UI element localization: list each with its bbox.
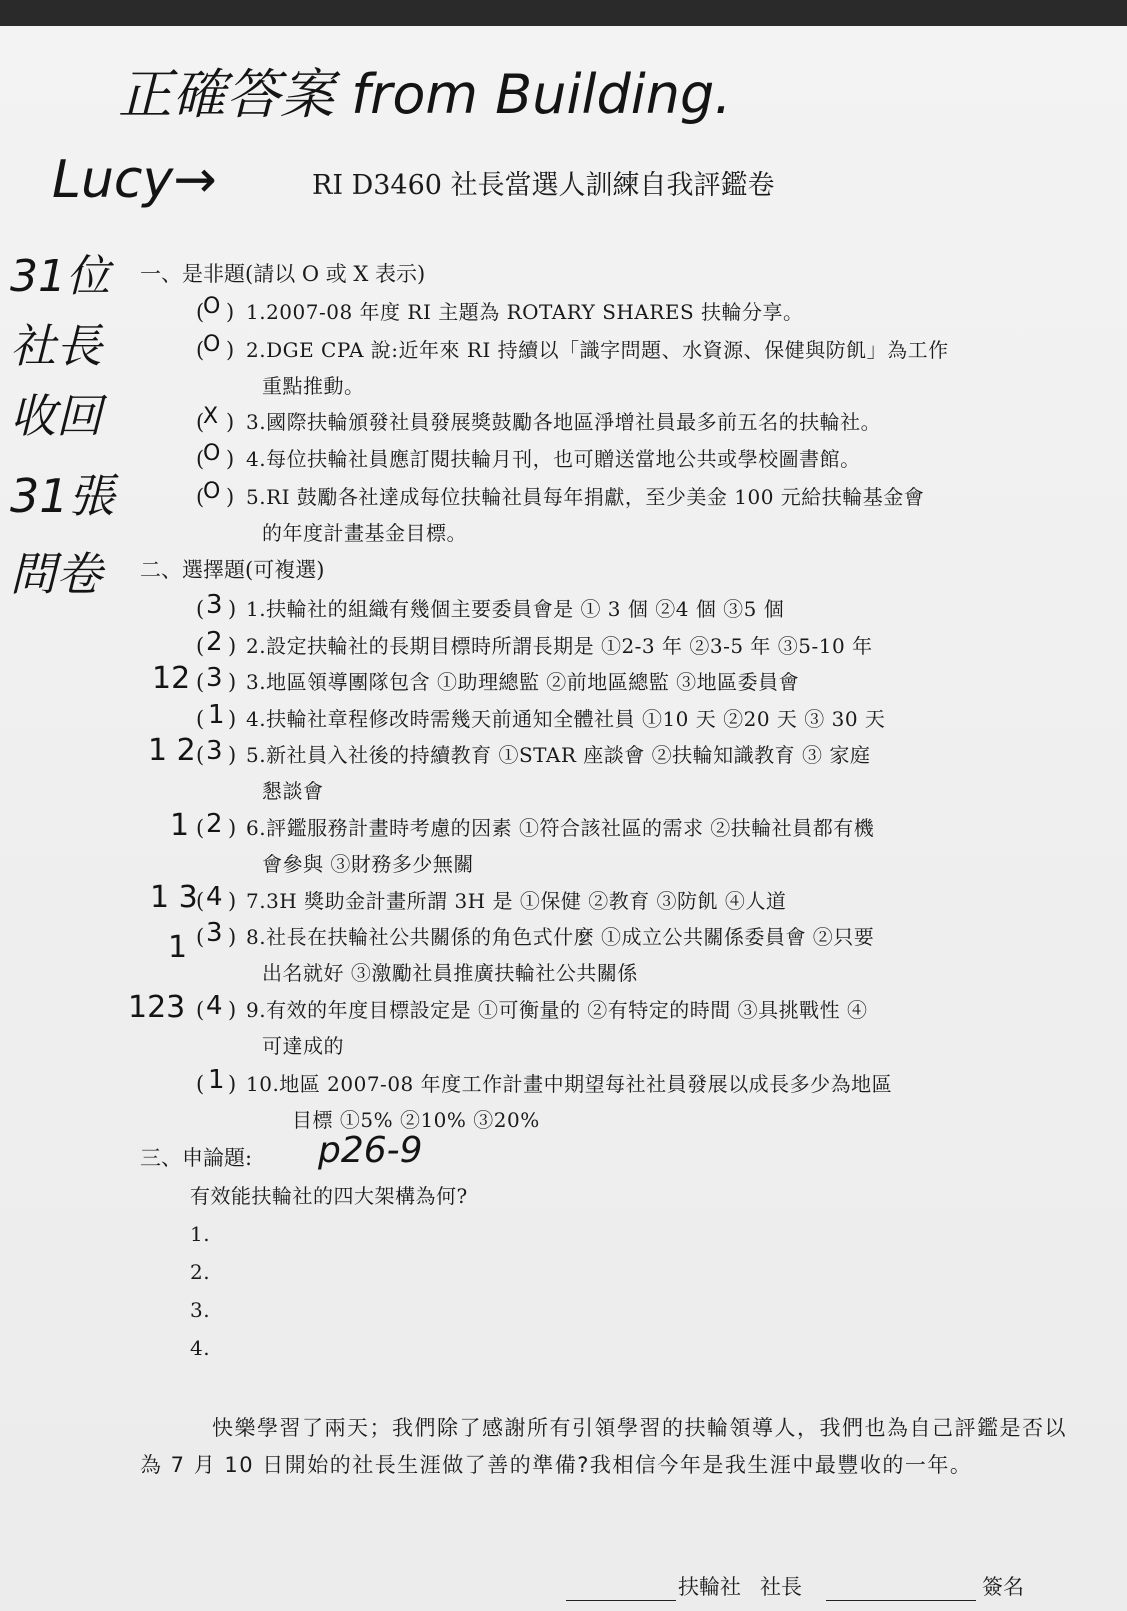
question-text: 3.地區領導團隊包含 ①助理總監 ②前地區總監 ③地區委員會: [246, 670, 800, 694]
essay-question: 有效能扶輪社的四大架構為何?: [190, 1184, 468, 1208]
question-text: 3.國際扶輪頒發社員發展獎鼓勵各地區淨增社員最多前五名的扶輪社。: [246, 410, 882, 434]
answer-paren-close: ): [228, 670, 237, 694]
handwritten-answer: 3: [206, 663, 223, 693]
margin-line: 社長: [10, 319, 102, 373]
question-text: 1.扶輪社的組織有幾個主要委員會是 ① 3 個 ②4 個 ③5 個: [246, 597, 785, 621]
handwritten-extra-answer: 1 3: [150, 880, 198, 915]
answer-paren-open: (: [196, 925, 205, 949]
answer-paren-close: ): [228, 925, 237, 949]
handwritten-extra-answer: 1 2: [148, 733, 196, 768]
answer-paren-open: (: [196, 338, 205, 362]
margin-line: 31張: [10, 469, 115, 523]
answer-paren-open: (: [196, 597, 205, 621]
question-text-cont: 目標 ①5% ②10% ③20%: [292, 1108, 540, 1132]
handwritten-answer: 4: [206, 882, 223, 912]
signature-club-label: 扶輪社: [678, 1575, 741, 1599]
question-text: 8.社長在扶輪社公共關係的角色式什麼 ①成立公共關係委員會 ②只要: [246, 925, 875, 949]
handwritten-answer: 3: [206, 918, 223, 948]
answer-paren-close: ): [226, 485, 235, 509]
question-text-cont: 出名就好 ③激勵社員推廣扶輪社公共關係: [262, 961, 638, 985]
handwritten-answer: 4: [206, 991, 223, 1021]
answer-paren-close: ): [226, 300, 235, 324]
answer-paren-close: ): [228, 597, 237, 621]
question-text: 4.每位扶輪社員應訂閱扶輪月刊，也可贈送當地公共或學校圖書館。: [246, 447, 861, 471]
answer-paren-open: (: [196, 447, 205, 471]
answer-paren-open: (: [196, 1072, 205, 1096]
question-text: 5.新社員入社後的持續教育 ①STAR 座談會 ②扶輪知識教育 ③ 家庭: [246, 743, 871, 767]
handwritten-answer: O: [203, 479, 221, 504]
handwritten-answer: 3: [206, 736, 223, 766]
answer-paren-close: ): [228, 707, 237, 731]
signature-role-label: 社長: [760, 1575, 802, 1599]
answer-paren-close: ): [226, 338, 235, 362]
margin-line: 問卷: [10, 547, 102, 601]
answer-paren-close: ): [228, 889, 237, 913]
question-text: 7.3H 獎助金計畫所謂 3H 是 ①保健 ②教育 ③防飢 ④人道: [246, 889, 787, 913]
question-text: 9.有效的年度目標設定是 ①可衡量的 ②有特定的時間 ③具挑戰性 ④: [246, 998, 868, 1022]
answer-paren-open: (: [196, 889, 205, 913]
question-text: 2.設定扶輪社的長期目標時所謂長期是 ①2-3 年 ②3-5 年 ③5-10 年: [246, 634, 873, 658]
section-true-false-heading: 一、是非題(請以 O 或 X 表示): [140, 262, 426, 286]
answer-paren-open: (: [196, 816, 205, 840]
signature-blank-name: [826, 1600, 976, 1601]
answer-paren-close: ): [228, 816, 237, 840]
essay-item: 2.: [190, 1260, 211, 1284]
handwritten-lucy: Lucy→: [52, 150, 217, 210]
question-text: 6.評鑑服務計畫時考慮的因素 ①符合該社區的需求 ②扶輪社員都有機: [246, 816, 875, 840]
answer-paren-close: ): [228, 634, 237, 658]
page-title: RI D3460 社長當選人訓練自我評鑑卷: [312, 170, 775, 201]
essay-item: 1.: [190, 1222, 211, 1246]
handwritten-extra-answer: 12: [152, 661, 191, 696]
question-text: 4.扶輪社章程修改時需幾天前通知全體社員 ①10 天 ②20 天 ③ 30 天: [246, 707, 886, 731]
answer-paren-open: (: [196, 670, 205, 694]
handwritten-answer: 1: [208, 700, 225, 730]
handwritten-answer: O: [203, 332, 221, 357]
answer-paren-open: (: [196, 634, 205, 658]
question-text: 5.RI 鼓勵各社達成每位扶輪社員每年捐獻，至少美金 100 元給扶輪基金會: [246, 485, 925, 509]
answer-paren-close: ): [226, 410, 235, 434]
answer-paren-close: ): [228, 1072, 237, 1096]
handwritten-answer: O: [203, 294, 221, 319]
closing-paragraph: 快樂學習了兩天；我們除了感謝所有引領學習的扶輪領導人，我們也為自己評鑑是否以為 7 月 10 日開始的社長生涯做了善的準備?我相信今年是我生涯中最豐收的一年。: [140, 1416, 1067, 1477]
answer-paren-open: (: [196, 485, 205, 509]
handwritten-answer: 1: [208, 1065, 225, 1095]
handwritten-answer: 2: [206, 809, 223, 839]
handwritten-extra-answer: 1: [170, 808, 190, 843]
question-text-cont: 懇談會: [262, 779, 324, 803]
answer-paren-open: (: [196, 707, 205, 731]
answer-paren-close: ): [228, 743, 237, 767]
answer-paren-open: (: [196, 743, 205, 767]
answer-paren-open: (: [196, 410, 205, 434]
handwritten-extra-answer: 1: [168, 930, 188, 965]
question-text-cont: 會參與 ③財務多少無關: [262, 852, 474, 876]
answer-paren-close: ): [228, 998, 237, 1022]
handwritten-header: 正確答案 from Building.: [118, 63, 732, 126]
question-text-cont: 的年度計畫基金目標。: [262, 521, 467, 545]
section-essay-heading: 三、申論題:: [140, 1146, 253, 1170]
signature-blank-club: [566, 1600, 676, 1601]
handwritten-answer: X: [203, 404, 219, 429]
section-multiple-choice-heading: 二、選擇題(可複選): [140, 558, 325, 582]
handwritten-answer: 2: [206, 627, 223, 657]
answer-paren-open: (: [196, 998, 205, 1022]
handwritten-page-reference: p26-9: [318, 1130, 423, 1171]
question-text: 10.地區 2007-08 年度工作計畫中期望每社社員發展以成長多少為地區: [246, 1072, 893, 1096]
answer-paren-close: ): [226, 447, 235, 471]
margin-line: 31位: [10, 251, 110, 302]
handwritten-answer: O: [203, 441, 221, 466]
margin-line: 收回: [10, 389, 102, 443]
question-text: 2.DGE CPA 說:近年來 RI 持續以「識字問題、水資源、保健與防飢」為工作: [246, 338, 949, 362]
essay-item: 4.: [190, 1336, 211, 1360]
question-text-cont: 可達成的: [262, 1034, 344, 1058]
handwritten-extra-answer: 123: [128, 990, 186, 1025]
scan-top-edge: [0, 0, 1127, 26]
question-text: 1.2007-08 年度 RI 主題為 ROTARY SHARES 扶輪分享。: [246, 300, 804, 324]
signature-sign-label: 簽名: [982, 1575, 1024, 1599]
answer-paren-open: (: [196, 300, 205, 324]
essay-item: 3.: [190, 1298, 211, 1322]
question-text-cont: 重點推動。: [262, 374, 365, 398]
handwritten-answer: 3: [206, 590, 223, 620]
